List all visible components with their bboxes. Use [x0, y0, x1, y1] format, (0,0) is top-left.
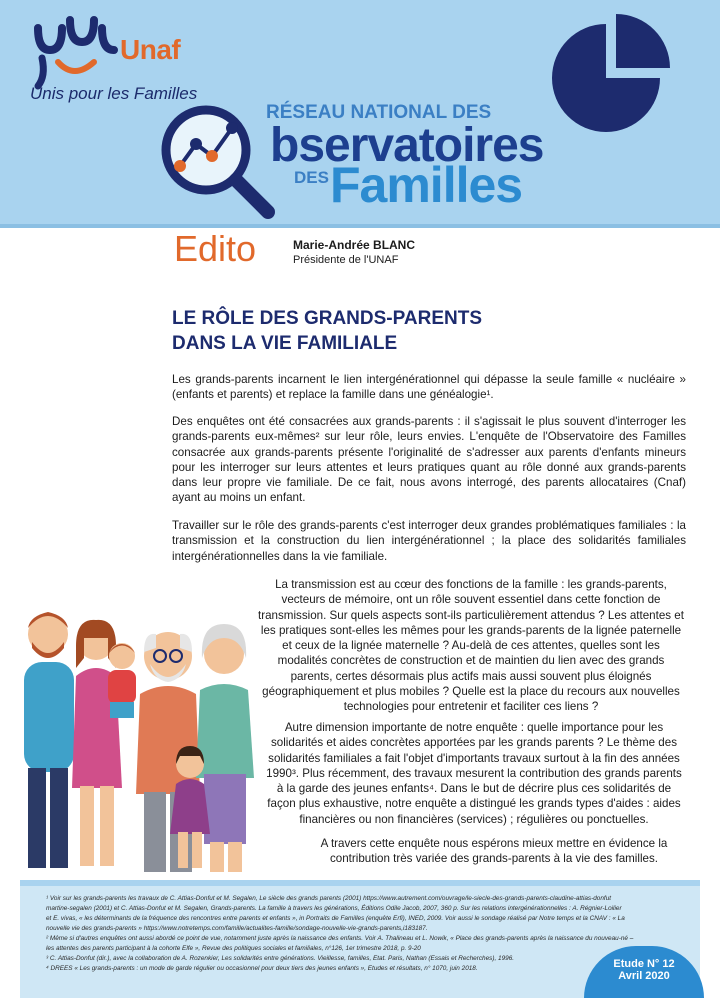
footnote-line: et E. vivas, « les déterminants de la fréquence des rencontres entre parents et enfants », in Portraits de Familles (enquête Erfi), INED, 2009. Voir aussi le sondage réalisé par Notre temps et la CNAV : « La [46, 915, 625, 922]
paragraph-6: A travers cette enquête nous espérons mieux mettre en évidence la contribution très variée des grands-parents à la vie des familles. [320, 837, 668, 866]
header-banner [0, 0, 720, 228]
footnote-line: ¹ Voir sur les grands-parents les travaux de C. Attias-Donfut et M. Segalen, Le siècle des grands parents (2001) https://www.autrement.com/ouvrage/le-siecle-des-grands-parents-claudine-attias-donfut [46, 895, 612, 902]
family-illustration [0, 598, 262, 880]
article-title [172, 306, 592, 356]
article-title-line2: DANS LA VIE FAMILIALE [172, 333, 398, 354]
pie-chart-icon [544, 4, 684, 144]
paragraph-4: La transmission est au cœur des fonctions de la famille : les grands-parents, vecteurs de mémoire, ont un rôle souvent essentiel dans cette fonction de transmission. Sur quels aspects sont-ils particulièrement attendus ? Les attentes et les pratiques sont-elles les mêmes pour les grands-parents de la lignée paternelle et ceux de la lignée maternelle ? Au-delà de ces attentes, quelles sont les modalités concrètes de construction et de maintien du lien avec des grands parents, certes désormais plus actifs mais aussi souvent plus éloignés géographiquement et plus mobiles ? Quelle est la place du recours aux nouvelles technologies pour entretenir et faciliter ces liens ? [258, 578, 684, 714]
footnote-line: martine-segalen (2001) et C. Attias-Donfut et M. Segalen, Grands-parents. La famille à travers les générations, Éditions Odile Jacob, 2007, 360 p. Sur les relations intergénérationnelles : A. Régnier-Loilier [46, 905, 622, 912]
paragraph-5: Autre dimension importante de notre enquête : quelle importance pour les solidarités et aides concrètes apportées par les grands parents ? Le thème des solidarités familiales a fait l'objet d'importants travaux surtout à la fin des années 1990³. Plus récemment, des travaux mesurent la contribution des grands parents à la garde des jeunes enfants⁴. Dans le but de décrire plus ces solidarités de façon plus exhaustive, notre enquête a distingué les grands types d'aides : aides financières ou non financières (services) ; régulières ou ponctuelles. [266, 721, 682, 826]
edito-label: Edito [174, 228, 257, 269]
paragraph-1: Les grands-parents incarnent le lien intergénérationnel qui dépasse la seule famille « nucléaire » (enfants et parents) et replace la famille dans une généalogie¹. [172, 373, 686, 402]
footnote-line: ⁴ DREES « Les grands-parents : un mode de garde régulier ou occasionnel pour deux tiers des jeunes enfants », Etudes et résultats, n° 1070, juin 2018. [46, 965, 478, 972]
footnote-line: ³ C. Attias-Donfut (dir.), avec la collaboration de A. Rozenkier, Les solidarités entre générations. Vieillesse, familles, Etat. Paris, Nathan (Essais et Recherches), 1996. [46, 955, 515, 962]
unaf-logo-icon [28, 10, 128, 90]
paragraph-2: Des enquêtes ont été consacrées aux grands-parents : il s'agissait le plus souvent d'interroger les grands-parents eux-mêmes² sur leur rôle, leurs envies. L'enquête de l'Observatoire des Familles consacrée aux grands-parents présente l'originalité de s'adresser aux parents d'enfants mineurs pour les interroger sur leurs attentes et leurs pratiques quant au rôle donné aux grands-parents dans leur propre vie familiale. De ce fait, nous avons interrogé, des parents allocataires (Cnaf) ayant au moins un enfant. [172, 415, 686, 505]
author-name: Marie-Andrée BLANC [293, 238, 416, 252]
footnote-line: nouvelle vie des grands-parents » https://www.notretemps.com/famille/actualites-famille/sondage-nouvelle-vie-grands-parents,i183187. [46, 925, 428, 932]
network-label: RÉSEAU NATIONAL DES [266, 102, 492, 123]
footnote-line: ² Même si d'autres enquêtes ont aussi abordé ce point de vue, notamment juste après la naissance des enfants. Voir A. Thalineau et L. Nowik, « Place des grands-parents après la naissance du nouveau-né – [46, 935, 634, 942]
paragraph-3: Travailler sur le rôle des grands-parents c'est interroger deux grandes problématiques familiales : la transmission et la construction du lien intergénérationnel ; la place des solidarités familiales intergénérationnelles dans la vie familiale. [172, 519, 686, 563]
grandmother-figure [196, 624, 254, 872]
brand-name: Unaf [120, 34, 181, 65]
brand-tagline: Unis pour les Familles [30, 84, 198, 103]
study-number: Etude N° 12 [613, 958, 675, 970]
study-date: Avril 2020 [618, 970, 670, 982]
title-familles: Familles [330, 157, 523, 213]
father-figure [24, 612, 74, 868]
author-role: Présidente de l'UNAF [293, 254, 399, 266]
footnote-line: les attentes des parents participant à la cohorte Elfe », Revue des politiques sociales et familiales, n°126, 1er trimestre 2018, p. 9-20 [46, 945, 421, 952]
article-title-line1: LE RÔLE DES GRANDS-PARENTS [172, 308, 483, 329]
magnifier-icon [156, 100, 276, 218]
title-des: DES [294, 168, 329, 187]
title-observatoires: bservatoires [270, 119, 544, 172]
child-figure [108, 643, 136, 718]
